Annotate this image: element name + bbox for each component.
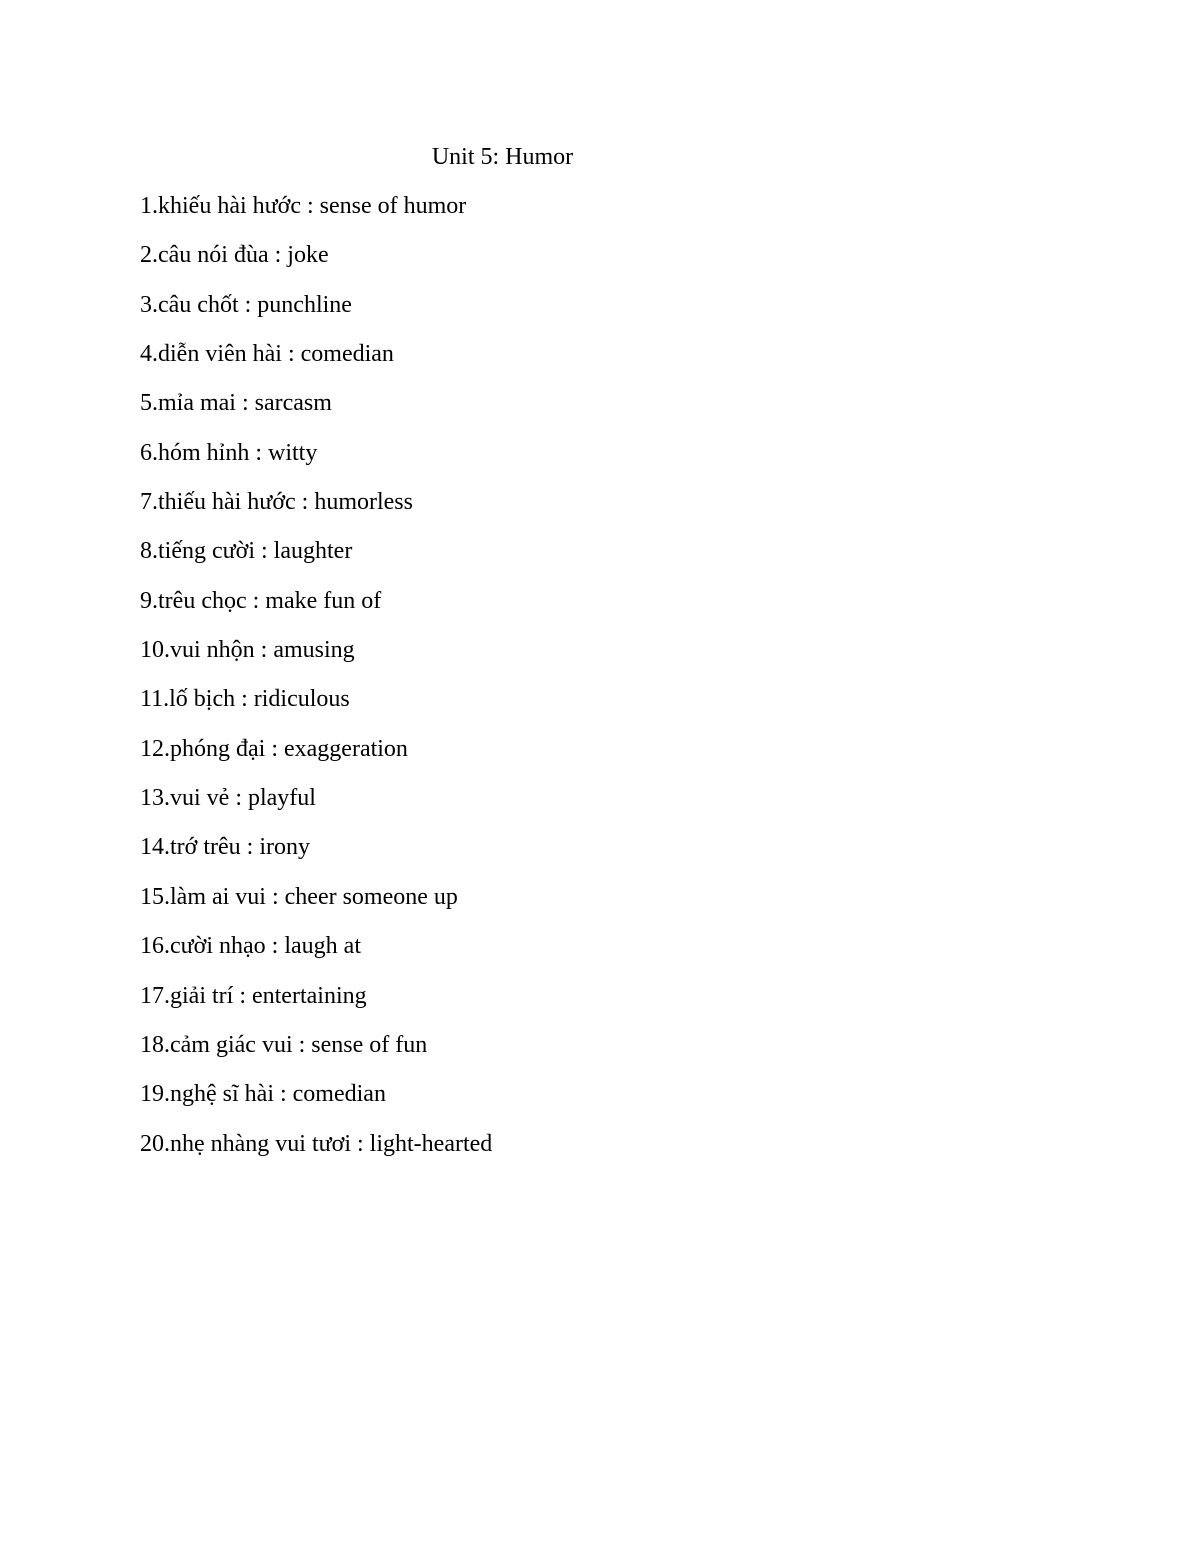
vocab-item-8: 8.tiếng cười : laughter [140, 538, 353, 565]
vocab-item-16: 16.cười nhạo : laugh at [140, 933, 361, 960]
vocab-item-10: 10.vui nhộn : amusing [140, 637, 355, 664]
vocab-item-18: 18.cảm giác vui : sense of fun [140, 1031, 428, 1058]
vocab-item-2: 2.câu nói đùa : joke [140, 242, 329, 269]
vocab-item-4: 4.diễn viên hài : comedian [140, 341, 394, 368]
vocabulary-list [140, 188, 492, 1175]
vocab-item-3: 3.câu chốt : punchline [140, 291, 352, 318]
vocab-item-9: 9.trêu chọc : make fun of [140, 587, 382, 614]
vocab-item-15: 15.làm ai vui : cheer someone up [140, 883, 458, 910]
vocab-item-14: 14.trớ trêu : irony [140, 834, 310, 861]
vocab-item-12: 12.phóng đại : exaggeration [140, 735, 408, 762]
vocab-item-17: 17.giải trí : entertaining [140, 982, 367, 1009]
vocab-item-11: 11.lố bịch : ridiculous [140, 686, 350, 713]
vocab-item-5: 5.mỉa mai : sarcasm [140, 390, 332, 417]
vocab-item-13: 13.vui vẻ : playful [140, 785, 316, 812]
vocab-item-6: 6.hóm hỉnh : witty [140, 439, 318, 466]
vocab-item-1: 1.khiếu hài hước : sense of humor [140, 193, 467, 219]
vocab-item-19: 19.nghệ sĩ hài : comedian [140, 1081, 386, 1108]
vocab-item-7: 7.thiếu hài hước : humorless [140, 489, 413, 516]
vocab-item-20: 20.nhẹ nhàng vui tươi : light-hearted [140, 1130, 493, 1157]
page-title: Unit 5: Humor [431, 144, 574, 170]
